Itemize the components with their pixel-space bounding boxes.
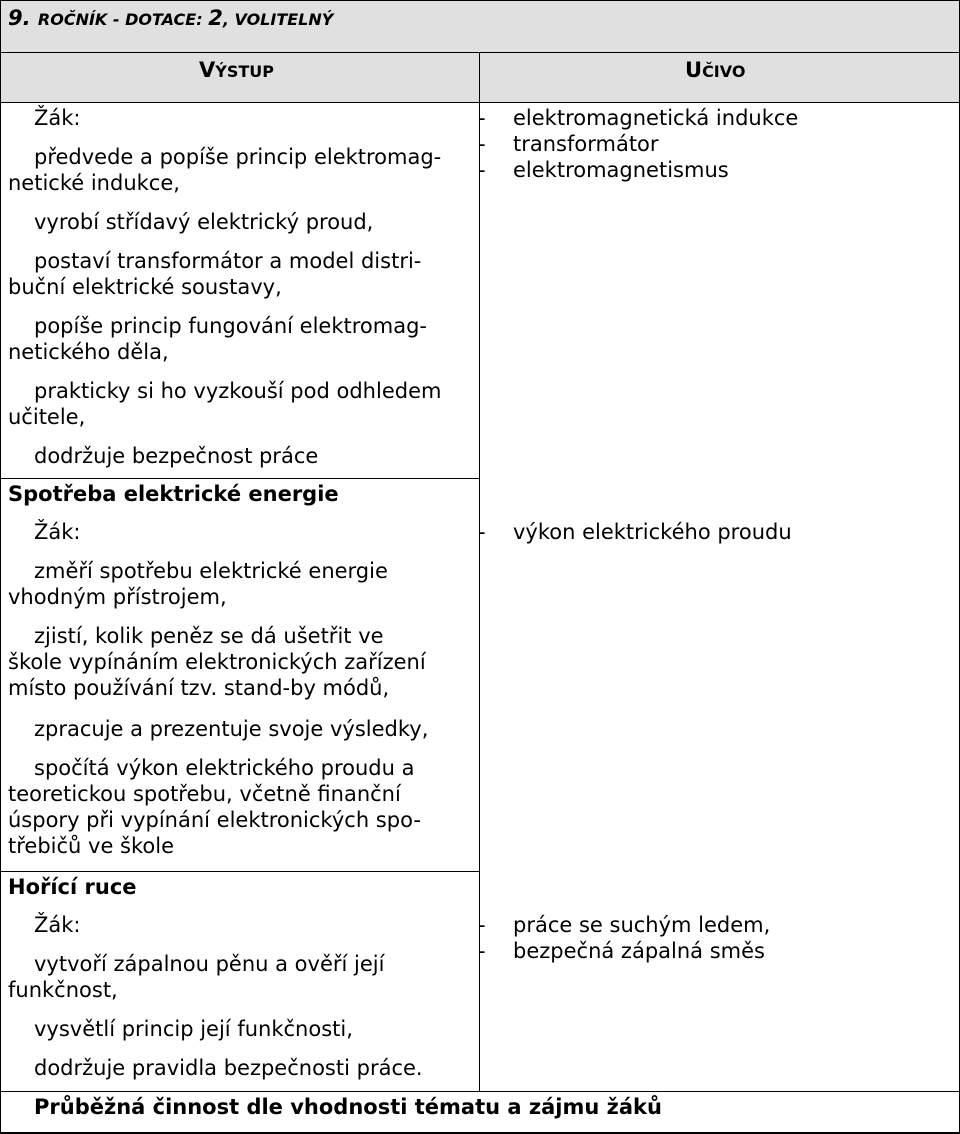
s1-outcome-2: vyrobí střídavý elektrický proud, [34,210,374,234]
title-row-divider [0,52,960,53]
border-top [0,0,960,1]
s1-outcome-6: dodržuje bezpečnost práce [34,444,319,468]
s2-outcome-4-line-2: teoretickou spotřebu, včetně finanční [8,782,401,806]
s3-outcome-1-line-1: vytvoří zápalnou pěnu a ověří její [34,952,385,976]
title-type: , VOLITELNÝ [222,10,334,29]
s1-ucivo-dash-1: - [478,106,486,130]
s1-ucivo-dash-2: - [478,132,486,156]
s2-ucivo-dash-1: - [478,520,486,544]
s1-outcome-3-line-2: buční elektrické soustavy, [8,275,282,299]
s2-zak: Žák: [34,520,81,544]
s2-outcome-1-line-2: vhodným přístrojem, [8,585,227,609]
s3-outcome-3: dodržuje pravidla bezpečnosti práce. [34,1056,423,1080]
s2-ucivo-item-1: výkon elektrického proudu [513,520,792,544]
title-label: ROČNÍK - DOTACE: [37,10,209,29]
footer-note: Průběžná činnost dle vhodnosti tématu a zájmu žáků [34,1095,662,1119]
s1-ucivo-item-1: elektromagnetická indukce [513,106,799,130]
header-row-divider [0,102,960,103]
s2-outcome-1-line-1: změří spotřebu elektrické energie [34,559,388,583]
s1-zak: Žák: [34,106,81,130]
s2-outcome-4-line-4: třebičů ve škole [8,834,175,858]
s1-outcome-3-line-1: postaví transformátor a model distri- [34,249,422,273]
s2-heading: Spotřeba elektrické energie [8,482,339,506]
title-number: 9. [8,6,38,30]
border-left [0,0,1,1134]
s1-outcome-1-line-1: předvede a popíše princip elektromag- [34,145,442,169]
document-title [8,5,333,33]
s1-outcome-4-line-2: netického děla, [8,340,169,364]
s3-ucivo-item-1: práce se suchým ledem, [513,913,771,937]
s3-outcome-2: vysvětlí princip její funkčnosti, [34,1017,353,1041]
s3-heading: Hořící ruce [8,875,137,899]
s1-ucivo-dash-3: - [478,158,486,182]
s3-zak: Žák: [34,913,81,937]
s1-outcome-1-line-2: netické indukce, [8,171,180,195]
left-inner-line-2 [0,871,479,872]
column-header-row-bg [1,53,959,102]
s2-outcome-2-line-1: zjistí, kolik peněz se dá ušetřit ve [34,624,384,648]
s2-outcome-3: zpracuje a prezentuje svoje výsledky, [34,717,429,741]
s3-outcome-1-line-2: funkčnost, [8,978,118,1002]
left-inner-line-1 [0,478,479,479]
s2-outcome-4-line-3: úspory při vypínání elektronických spo- [8,808,421,832]
s3-ucivo-dash-2: - [478,939,486,963]
s2-outcome-2-line-3: místo používání tzv. stand-by módů, [8,676,390,700]
s1-ucivo-item-2: transformátor [513,132,659,156]
s3-ucivo-dash-1: - [478,913,486,937]
s1-ucivo-item-3: elektromagnetismus [513,158,729,182]
s3-ucivo-item-2: bezpečná zápalná směs [513,939,765,963]
column-header-vystup: VÝSTUP [199,58,275,82]
s1-outcome-5-line-1: prakticky si ho vyzkouší pod odhledem [34,379,442,403]
s1-outcome-4-line-1: popíše princip fungování elektromag- [34,314,428,338]
s2-outcome-4-line-1: spočítá výkon elektrického proudu a [34,756,415,780]
s1-outcome-5-line-2: učitele, [8,405,86,429]
s2-outcome-2-line-2: škole vypínáním elektronických zařízení [8,650,426,674]
column-header-ucivo: UČIVO [685,58,746,82]
title-dotation: 2 [208,6,223,30]
footer-row-divider [0,1091,960,1092]
